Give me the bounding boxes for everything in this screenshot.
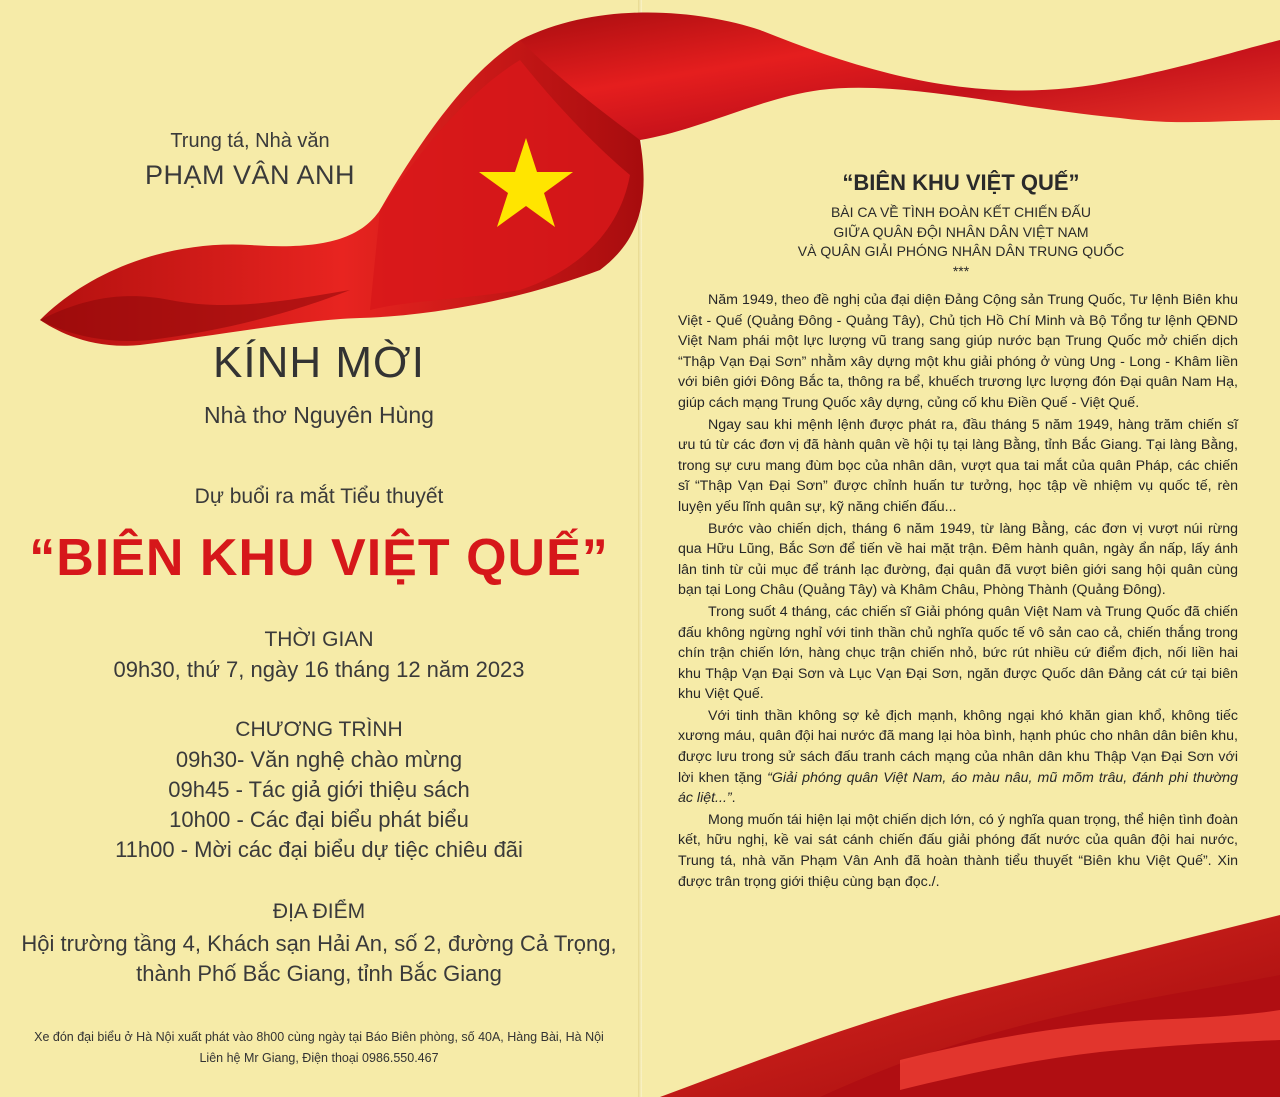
place-line: thành Phố Bắc Giang, tỉnh Bắc Giang [136,961,502,986]
paragraph: Bước vào chiến dịch, tháng 6 năm 1949, từ làng Bằng, các đơn vị vượt núi rừng qua Hữu Lũng, Bắc Sơn để tiến về hai mặt trận. Đêm hành quân, ngày ẩn nấp, lấy ánh lân tinh từ củi mục để tránh lạc đường, đại quân đã vượt biên giới sang hội quân cùng bạn tại Long Châu (Quảng Tây) và Khâm Châu, Phòng Thành (Quảng Đông). [678,520,1238,599]
footer-transport: Xe đón đại biểu ở Hà Nội xuất phát vào 8h00 cùng ngày tại Báo Biên phòng, số 40A, Hàng Bài, Hà Nội [34,1030,604,1044]
attend-text: Dự buổi ra mắt Tiểu thuyết [194,485,444,508]
program-item: 09h45 - Tác giả giới thiệu sách [168,777,470,802]
time-value: 09h30, thứ 7, ngày 16 tháng 12 năm 2023 [113,657,525,682]
place-value [0,929,638,989]
paragraph: Mong muốn tái hiện lại một chiến dịch lớn, có ý nghĩa quan trọng, thể hiện tình đoàn kết, hữu nghị, kề vai sát cánh chiến đấu giải phóng đất nước của quân đội hai nước, Trung tá, nhà văn Phạm Vân Anh đã hoàn thành tiểu thuyết “Biên khu Việt Quế”. Xin được trân trọng giới thiệu cùng bạn đọc./. [678,811,1238,890]
author-role: Trung tá, Nhà văn [170,130,330,152]
article-subtitle [642,203,1280,281]
program-list [0,745,638,865]
program-label: CHƯƠNG TRÌNH [235,718,403,741]
paragraph: Ngay sau khi mệnh lệnh được phát ra, đầu tháng 5 năm 1949, hàng trăm chiến sĩ ưu tú từ các đơn vị đã hành quân về hội tụ tại làng Bằng, tỉnh Bắc Giang. Tại làng Bằng, trong sự cưu mang đùm bọc của nhân dân, vượt qua tai mắt của quân Pháp, các chiến sĩ “Thập Vạn Đại Sơn” được chỉnh huấn tư tưởng, học tập về nhiệm vụ quốc tế, rèn luyện yếu lĩnh quân sự, kỹ năng chiến đấu... [678,416,1238,515]
program-item: 10h00 - Các đại biểu phát biểu [169,807,469,832]
book-title: “BIÊN KHU VIỆT QUẾ” [29,529,609,587]
article-body [678,290,1238,893]
paragraph: Trong suốt 4 tháng, các chiến sĩ Giải phóng quân Việt Nam và Trung Quốc đã chiến đấu không ngừng nghỉ với tinh thần chủ nghĩa quốc tế vô sản cao cả, chiến thắng trong chín trận chiến lớn, hàng chục trận chiến nhỏ, bức rút nhiều cứ điểm địch, nối liền hai khu Thập Vạn Đại Sơn và Lục Vạn Đại Sơn, ngăn được Quốc dân Đảng cát cứ tại biên khu Việt Quế. [678,603,1238,703]
footer-note [0,1027,638,1069]
invitation-heading: KÍNH MỜI [213,338,425,387]
time-label: THỜI GIAN [264,628,374,651]
subtitle-line: BÀI CA VỀ TÌNH ĐOÀN KẾT CHIẾN ĐẤU [830,204,1092,220]
author-name: PHẠM VÂN ANH [144,160,356,190]
quote-text: “Giải phóng quân Việt Nam, áo màu nâu, mũ mõm trâu, đánh phi thường ác liệt...” [678,769,1239,807]
article-title: “BIÊN KHU VIỆT QUẾ” [842,170,1080,195]
separator: *** [952,262,970,279]
subtitle-line: VÀ QUÂN GIẢI PHÓNG NHÂN DÂN TRUNG QUỐC [797,243,1125,259]
paragraph: Năm 1949, theo đề nghị của đại diện Đảng Cộng sản Trung Quốc, Tư lệnh Biên khu Việt - Quế (Quảng Đông - Quảng Tây), Chủ tịch Hồ Chí Minh và Bộ Tổng tư lệnh QĐND Việt Nam phái một lực lượng vũ trang sang giúp nước bạn Trung Quốc mở chiến dịch “Thập Vạn Đại Sơn” nhằm xây dựng một khu giải phóng ở vùng Ung - Long - Khâm liền với biên giới Đông Bắc ta, thông ra bể, khuếch trương lực lượng đón Đại quân Nam Hạ, giúp cách mạng Trung Quốc xây dựng, củng cố khu Điền Quế - Việt Quế. [678,292,1238,411]
program-item: 11h00 - Mời các đại biểu dự tiệc chiêu đãi [115,837,523,862]
program-item: 09h30- Văn nghệ chào mừng [175,747,463,772]
paragraph [678,706,1238,809]
place-line: Hội trường tầng 4, Khách sạn Hải An, số 2, đường Cả Trọng, [21,931,617,956]
paragraph-end: . [731,790,736,807]
footer-contact: Liên hệ Mr Giang, Điện thoại 0986.550.467 [199,1051,439,1065]
paragraph-text: Với tinh thần không sợ kẻ địch mạnh, không ngại khó khăn gian khổ, không tiếc xương máu, quân đội hai nước đã mang lại hòa bình, hạnh phúc cho nhân dân biên khu, được lưu trong sử sách đấu tranh cách mạng của nhân dân khu Thập Vạn Đại Sơn với lời khen tặng [678,707,1238,786]
guest-name: Nhà thơ Nguyên Hùng [204,402,434,428]
place-label: ĐỊA ĐIỂM [272,900,366,923]
subtitle-line: GIỮA QUÂN ĐỘI NHÂN DÂN VIỆT NAM [833,223,1089,240]
